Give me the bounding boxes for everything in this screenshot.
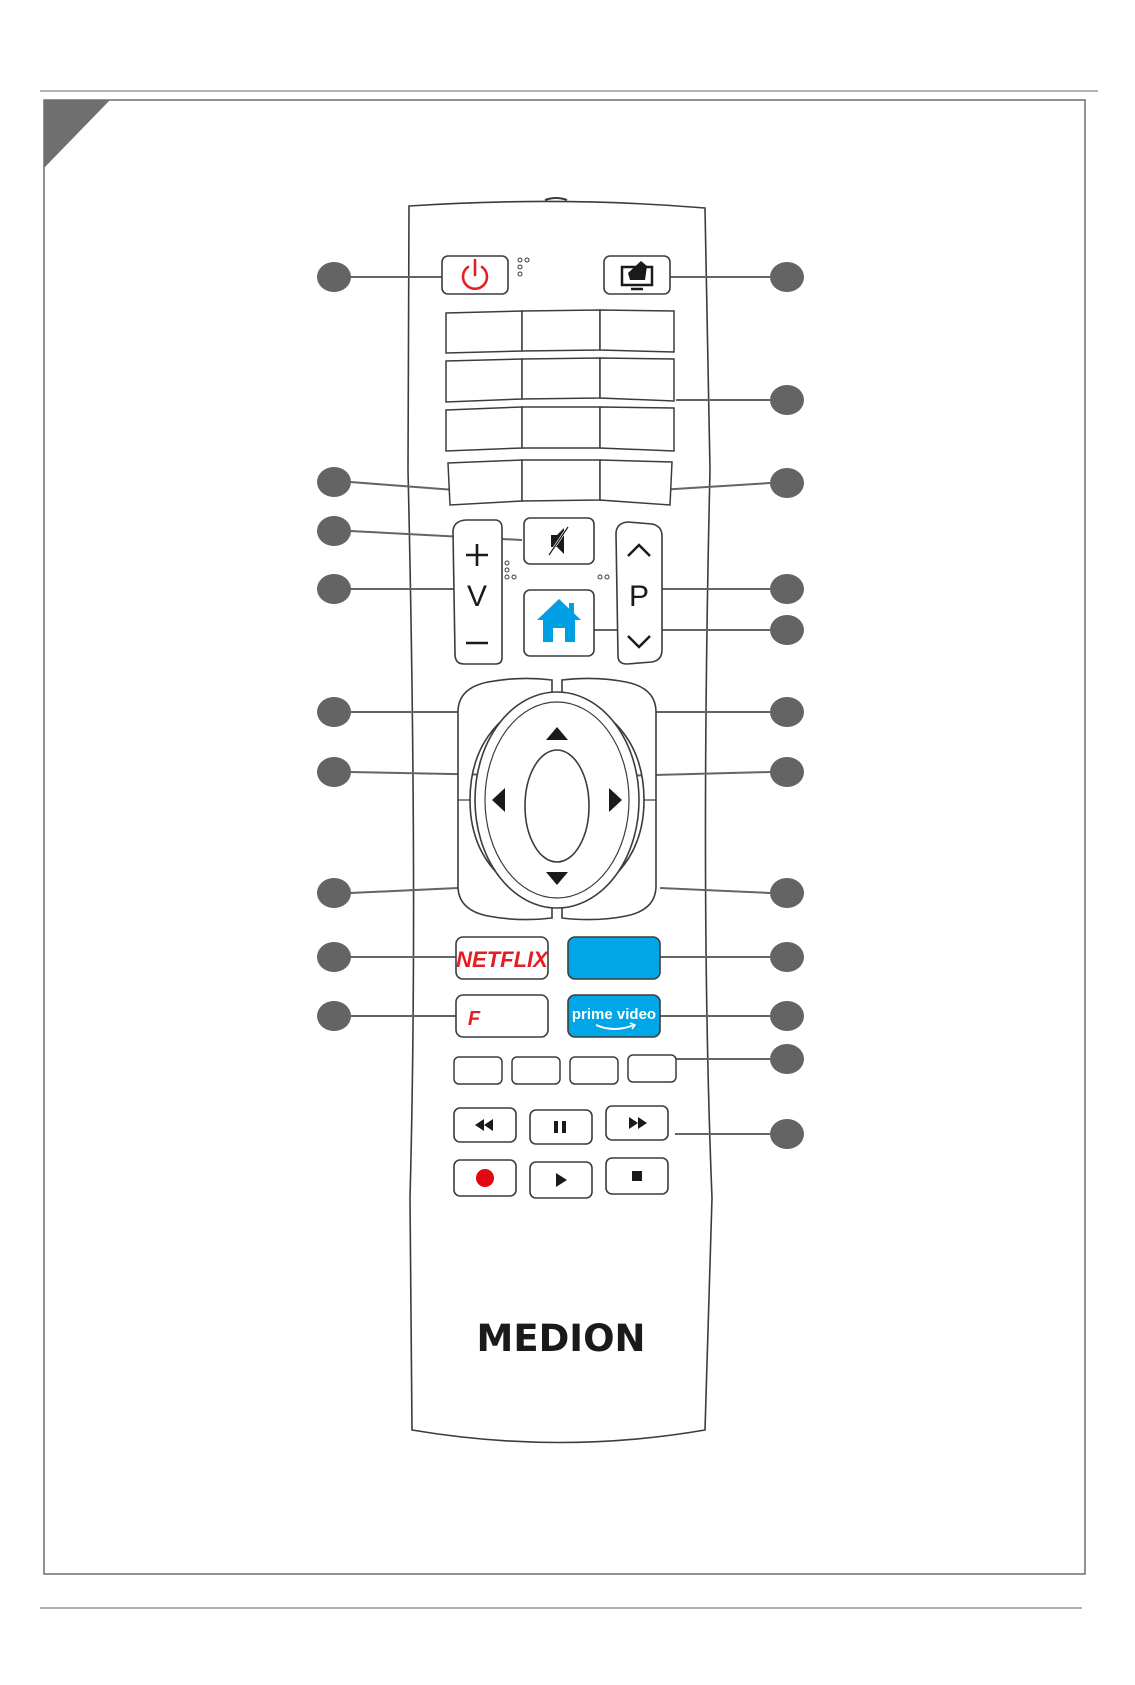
green-key[interactable]: [512, 1057, 560, 1084]
number-key[interactable]: [446, 407, 522, 451]
callout-dot: [770, 942, 804, 972]
corner-tab: [44, 100, 110, 168]
number-key[interactable]: [600, 460, 672, 505]
power-button[interactable]: [442, 256, 508, 294]
callout-dot: [770, 574, 804, 604]
callout-dot: [317, 942, 351, 972]
netflix-button[interactable]: [456, 937, 549, 979]
pause-button[interactable]: [530, 1110, 592, 1144]
number-key[interactable]: [600, 310, 674, 352]
prime-video-button[interactable]: [568, 995, 660, 1037]
number-key[interactable]: [446, 359, 522, 402]
callout-dot: [770, 1044, 804, 1074]
number-key[interactable]: [448, 460, 522, 505]
number-key[interactable]: [446, 311, 522, 353]
callout-dot: [770, 615, 804, 645]
volume-rocker[interactable]: [453, 520, 502, 664]
prime-video-logo: prime video: [571, 1006, 657, 1023]
stop-icon: [632, 1171, 642, 1181]
callout-dot: [770, 878, 804, 908]
freeview-button[interactable]: [456, 995, 548, 1037]
callout-dot: [317, 262, 351, 292]
callout-dot: [317, 1001, 351, 1031]
program-label: P: [628, 580, 650, 613]
fast-forward-button[interactable]: [606, 1106, 668, 1140]
number-key[interactable]: [522, 407, 600, 448]
number-key[interactable]: [600, 407, 674, 451]
callout-dot: [317, 516, 351, 546]
callout-dot: [317, 697, 351, 727]
source-button[interactable]: [604, 256, 670, 294]
callout-dot: [770, 697, 804, 727]
number-key[interactable]: [522, 460, 600, 501]
record-icon: [476, 1169, 494, 1187]
callout-dot: [770, 1001, 804, 1031]
play-button[interactable]: [530, 1162, 592, 1198]
mute-button[interactable]: [524, 518, 594, 564]
ok-button[interactable]: [525, 750, 589, 862]
callout-dot: [317, 878, 351, 908]
callout-dot: [317, 467, 351, 497]
yellow-key[interactable]: [570, 1057, 618, 1084]
record-button[interactable]: [454, 1160, 516, 1196]
blue-app-button[interactable]: [568, 937, 660, 979]
callout-dot: [770, 385, 804, 415]
callout-dot: [317, 757, 351, 787]
stop-button[interactable]: [606, 1158, 668, 1194]
callout-dot: [317, 574, 351, 604]
medion-logo: MEDION: [476, 1317, 646, 1360]
number-key[interactable]: [600, 358, 674, 401]
callout-dot: [770, 468, 804, 498]
callout-dot: [770, 757, 804, 787]
home-button[interactable]: [524, 590, 594, 656]
program-rocker[interactable]: [616, 522, 662, 664]
freeview-logo: F: [467, 1008, 481, 1030]
number-key[interactable]: [522, 358, 600, 399]
blue-key[interactable]: [628, 1055, 676, 1082]
rewind-button[interactable]: [454, 1108, 516, 1142]
callout-dot: [770, 262, 804, 292]
volume-label: V: [466, 580, 488, 613]
callout-dot: [770, 1119, 804, 1149]
netflix-logo: NETFLIX: [456, 947, 548, 972]
number-key[interactable]: [522, 310, 600, 351]
ir-window: [545, 198, 567, 200]
red-key[interactable]: [454, 1057, 502, 1084]
